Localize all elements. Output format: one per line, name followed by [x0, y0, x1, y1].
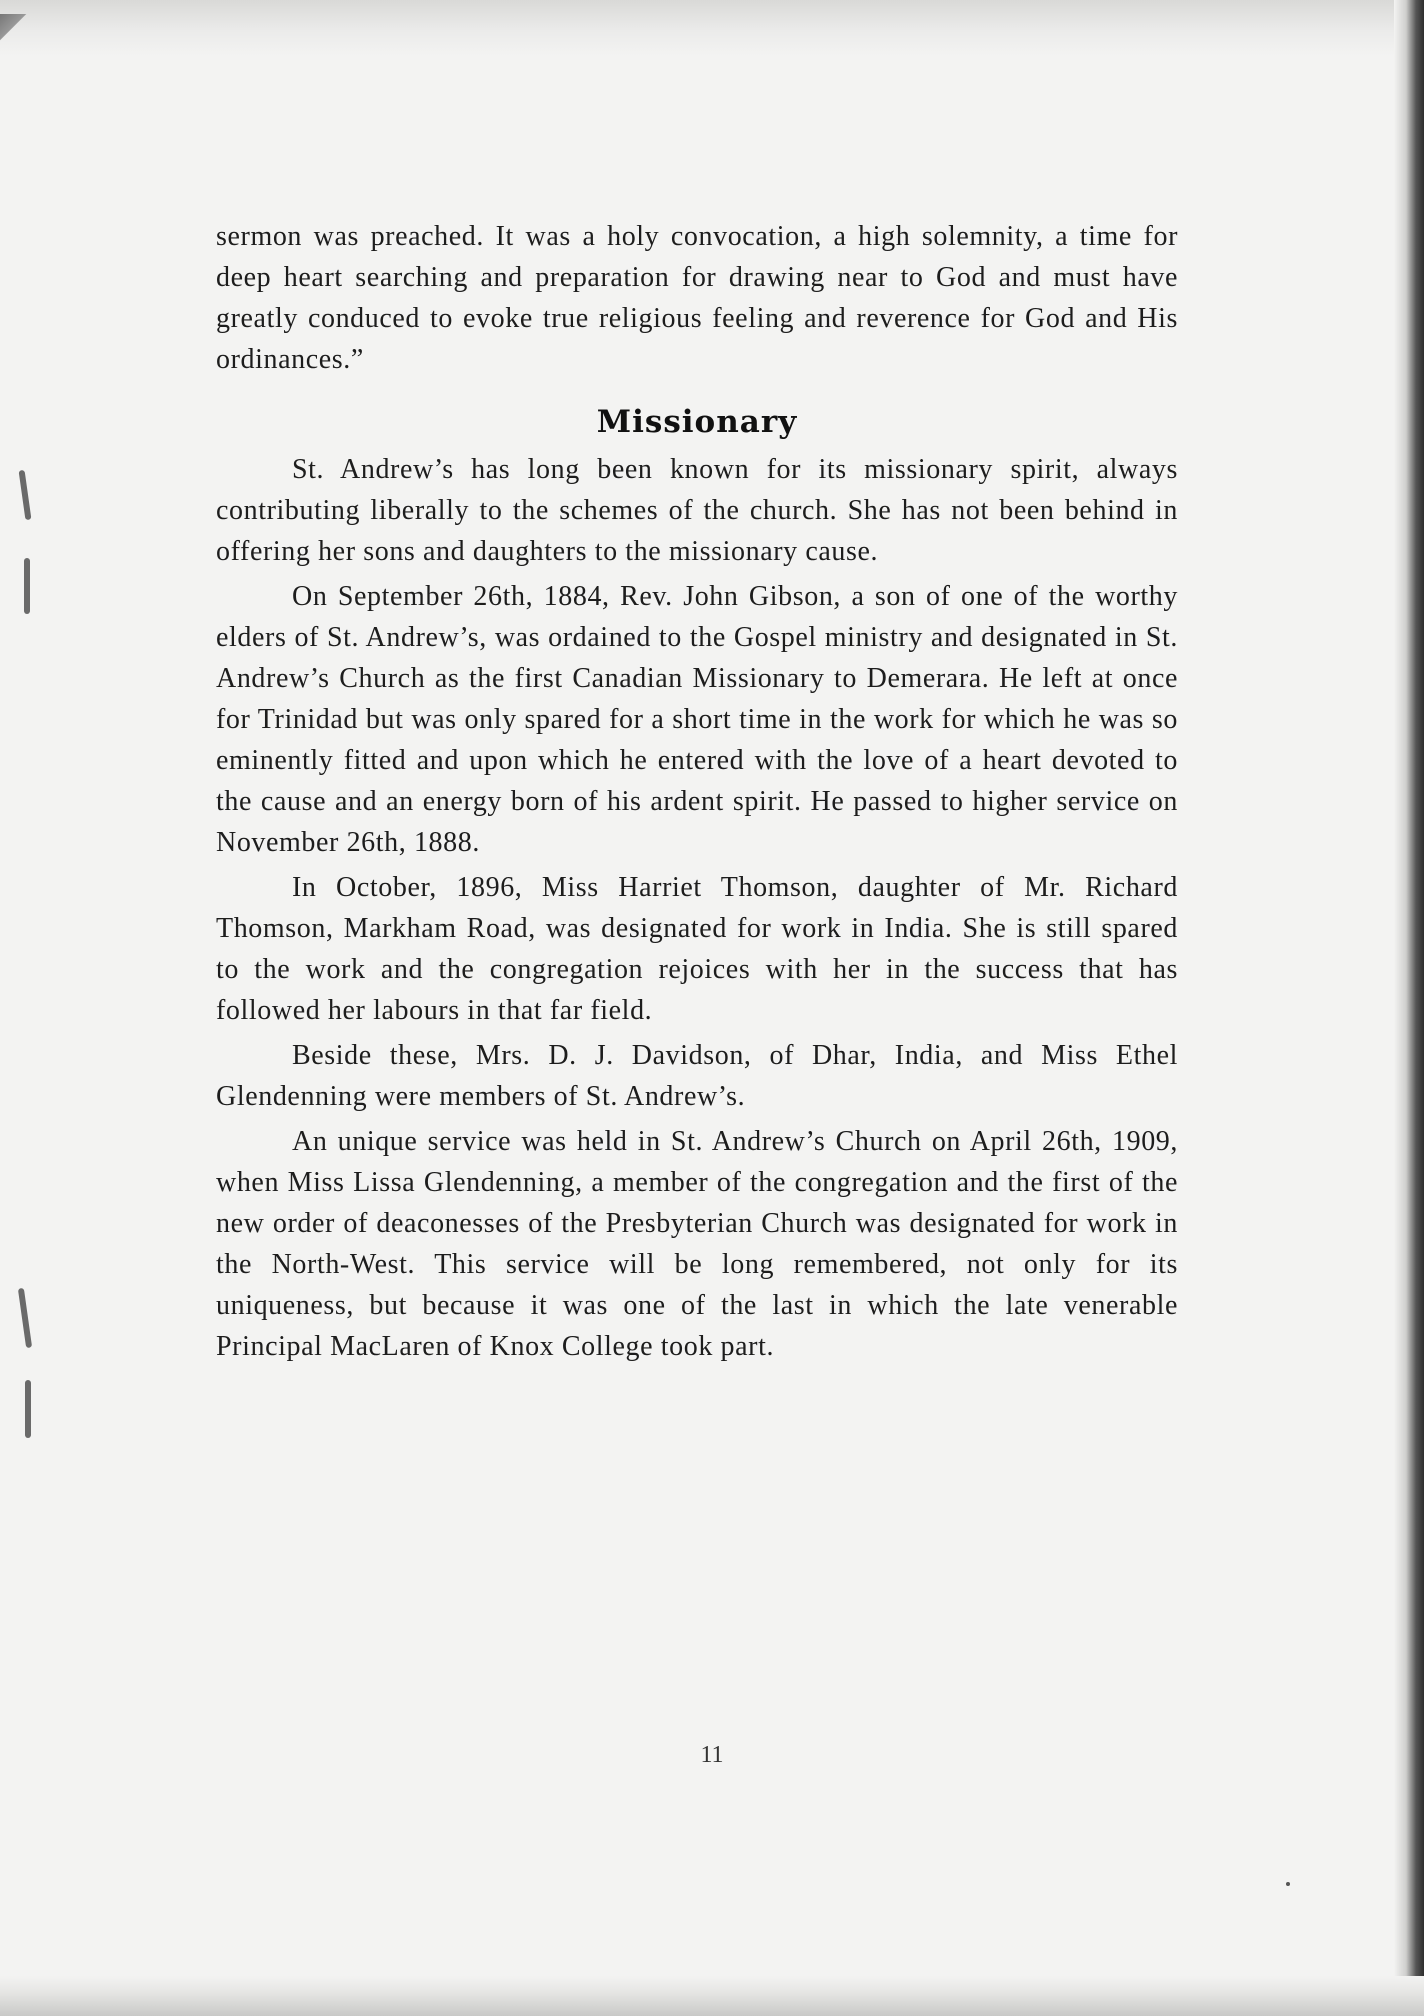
binding-mark [24, 558, 30, 614]
binding-mark [19, 470, 32, 520]
scan-border-bottom [0, 1976, 1424, 2016]
page-body [216, 216, 1178, 1371]
scan-border-right [1394, 0, 1424, 2016]
page-number: 11 [700, 1742, 724, 1768]
paragraph-john-gibson: On September 26th, 1884, Rev. John Gibson, a son of one of the worthy elders of St. Andrew’s, was ordained to the Gospel ministry and designated in St. Andrew’s Church as the first Canadian Missionary to Demerara. He left at once for Trinidad but was only spared for a short time in the work for which he was so eminently fitted and upon which he entered with the love of a heart devoted to the cause and an energy born of his ardent spirit. He passed to higher service on November 26th, 1888. [216, 581, 1178, 858]
scan-border-top [0, 0, 1424, 56]
binding-mark [18, 1288, 32, 1348]
paragraph-lissa-glendenning: An unique service was held in St. Andrew’s Church on April 26th, 1909, when Miss Lissa Glendenning, a member of the congregation and the first of the new order of deaconesses of the Presbyterian Church was designated for work in the North-West. This service will be long remembered, not only for its uniqueness, but because it was one of the last in which the late venerable Principal MacLaren of Knox College took part. [216, 1126, 1178, 1362]
binding-mark [25, 1380, 31, 1438]
opening-paragraph: sermon was preached. It was a holy convocation, a high solemnity, a time for deep heart searching and preparation for drawing near to God and must have greatly conduced to evoke true religious feeling and reverence for God and His ordinances.” [216, 221, 1178, 375]
paragraph-other-members: Beside these, Mrs. D. J. Davidson, of Dhar, India, and Miss Ethel Glendenning were members of St. Andrew’s. [216, 1040, 1178, 1112]
page-corner-fold [0, 14, 34, 54]
scan-speck [1286, 1882, 1290, 1886]
section-heading: Missionary [596, 404, 798, 440]
paragraph-harriet-thomson: In October, 1896, Miss Harriet Thomson, daughter of Mr. Richard Thomson, Markham Road, was designated for work in India. She is still spared to the work and the congregation rejoices with her in the success that has followed her labours in that far field. [216, 872, 1178, 1026]
paragraph-missionary-spirit: St. Andrew’s has long been known for its missionary spirit, always contributing liberally to the schemes of the church. She has not been behind in offering her sons and daughters to the missionary cause. [216, 454, 1178, 567]
